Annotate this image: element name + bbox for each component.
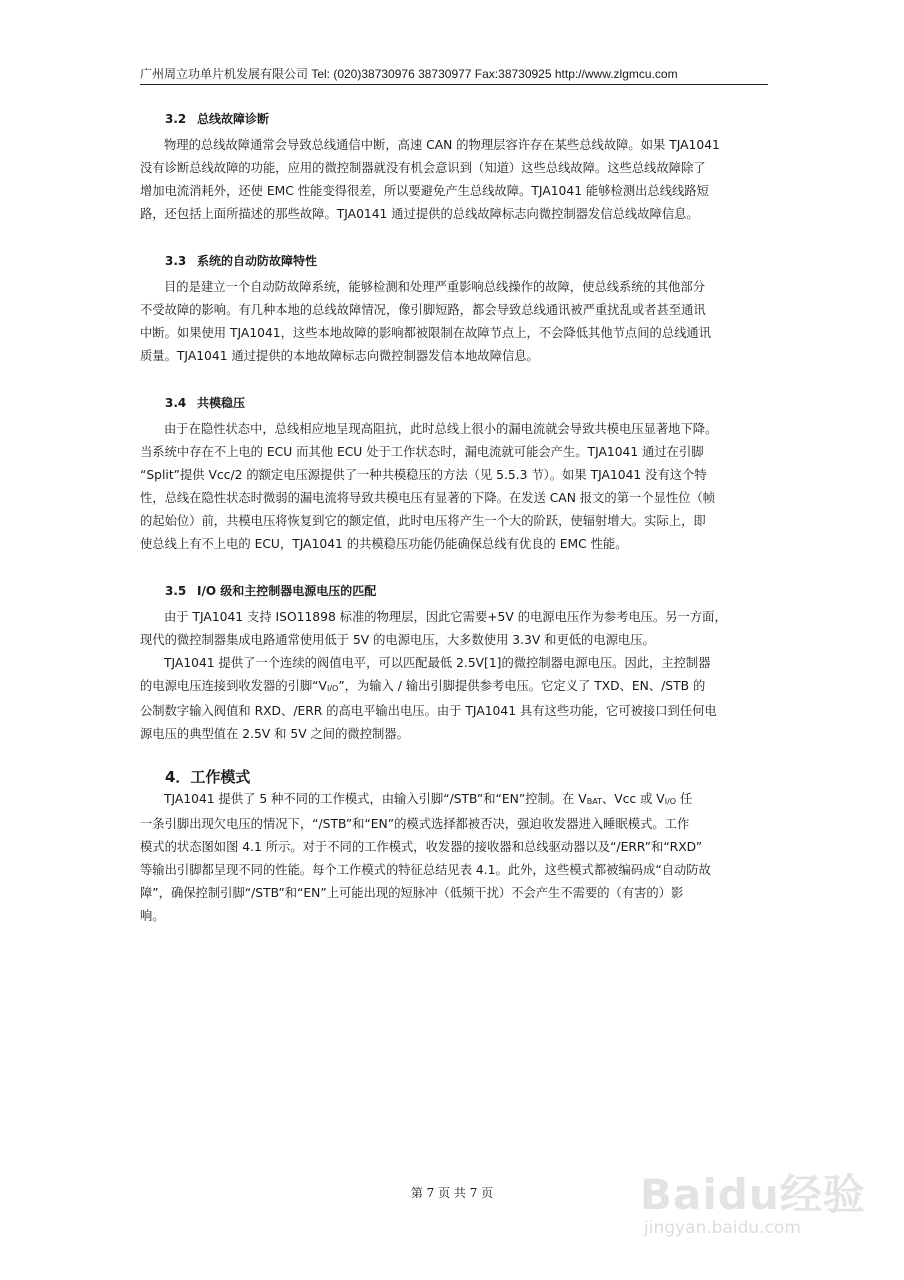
- text-line: 物理的总线故障通常会导致总线通信中断，高速 CAN 的物理层容许存在某些总线故障。如果 TJA1041: [164, 138, 720, 152]
- paragraph: [140, 788, 770, 928]
- section-number: 3.3: [165, 254, 187, 268]
- text-line: 的电源电压连接到收发器的引脚“$V_{I/O}$”，为输入 / 输出引脚提供参考电压。它定义了 TXD、EN、/STB 的: [140, 679, 706, 693]
- paragraph: [140, 276, 770, 368]
- document-body: [140, 110, 770, 928]
- text-line: 模式的状态图如图 4.1 所示。对于不同的工作模式，收发器的接收器和总线驱动器以及“/ERR”和“RXD”: [140, 840, 703, 854]
- text-line: 响。: [140, 909, 165, 923]
- chapter-title: 4．工作模式: [165, 768, 251, 786]
- section-number: 3.2: [165, 112, 187, 126]
- watermark-url: jingyan.baidu.com: [644, 1218, 801, 1238]
- text-line: TJA1041 提供了 5 种不同的工作模式，由输入引脚“/STB”和“EN”控制。在 $V_{BAT}$、Vcc 或 $V_{I/O}$ 任: [164, 792, 693, 806]
- section-number: 3.4: [165, 396, 187, 410]
- text-line: 没有诊断总线故障的功能，应用的微控制器就没有机会意识到（知道）这些总线故障。这些总线故障除了: [140, 161, 706, 175]
- baidu-logo-icon: Baidu经验: [640, 1170, 866, 1219]
- section-3-5: [140, 582, 770, 746]
- text-line: 等输出引脚都呈现不同的性能。每个工作模式的特征总结见表 4.1。此外，这些模式都被编码成“自动防故: [140, 863, 711, 877]
- section-title: [140, 394, 770, 412]
- text-line: 障”，确保控制引脚“/STB”和“EN”上可能出现的短脉冲（低频干扰）不会产生不需要的（有害的）影: [140, 886, 684, 900]
- text-line: 由于 TJA1041 支持 ISO11898 标准的物理层，因此它需要+5V 的电源电压作为参考电压。另一方面，: [164, 610, 727, 624]
- text-line: 一条引脚出现欠电压的情况下，“/STB”和“EN”的模式选择都被否决，强迫收发器进入睡眠模式。工作: [140, 817, 690, 831]
- text-line: 路，还包括上面所描述的那些故障。TJA0141 通过提供的总线故障标志向微控制器发信总线故障信息。: [140, 207, 699, 221]
- text-line: 公制数字输入阀值和 RXD、/ERR 的高电平输出电压。由于 TJA1041 具有这些功能，它可被接口到任何电: [140, 704, 717, 718]
- text-line: TJA1041 提供了一个连续的阀值电平，可以匹配最低 2.5V[1]的微控制器电源电压。因此，主控制器: [164, 656, 711, 670]
- text-line: 使总线上有不上电的 ECU，TJA1041 的共模稳压功能仍能确保总线有优良的 EMC 性能。: [140, 537, 628, 551]
- text-line: 现代的微控制器集成电路通常使用低于 5V 的电源电压，大多数使用 3.3V 和更低的电源电压。: [140, 633, 655, 647]
- text-line: 目的是建立一个自动防故障系统，能够检测和处理严重影响总线操作的故障，使总线系统的其他部分: [164, 280, 706, 294]
- text-line: 中断。如果使用 TJA1041，这些本地故障的影响都被限制在故障节点上，不会降低其他节点间的总线通讯: [140, 326, 712, 340]
- text-line: 的起始位）前，共模电压将恢复到它的额定值，此时电压将产生一个大的阶跃，使辐射增大。实际上，即: [140, 514, 706, 528]
- section-heading: 系统的自动防故障特性: [197, 254, 318, 268]
- section-title: [140, 252, 770, 270]
- page-footer: 第 7 页 共 7 页: [410, 1186, 494, 1200]
- text-line: 源电压的典型值在 2.5V 和 5V 之间的微控制器。: [140, 727, 409, 741]
- section-title: [140, 582, 770, 600]
- baidu-watermark: [640, 1162, 890, 1272]
- paragraph: [140, 606, 770, 652]
- section-3-4: [140, 394, 770, 556]
- paragraph: [140, 652, 770, 746]
- text-line: 性，总线在隐性状态时微弱的漏电流将导致共模电压有显著的下降。在发送 CAN 报文的第一个显性位（帧: [140, 491, 716, 505]
- paragraph: [140, 418, 770, 556]
- page-header: 广州周立功单片机发展有限公司 Tel: (020)38730976 38730977 Fax:38730925 http://www.zlgmcu.com: [140, 67, 678, 81]
- text-line: 当系统中存在不上电的 ECU 而其他 ECU 处于工作状态时，漏电流就可能会产生。TJA1041 通过在引脚: [140, 445, 704, 459]
- text-line: 质量。TJA1041 通过提供的本地故障标志向微控制器发信本地故障信息。: [140, 349, 539, 363]
- paragraph: [140, 134, 770, 226]
- text-line: “Split”提供 Vcc/2 的额定电压源提供了一种共模稳压的方法（见 5.5.3 节）。如果 TJA1041 没有这个特: [140, 468, 707, 482]
- section-heading: 总线故障诊断: [197, 112, 270, 126]
- text-line: 增加电流消耗外，还使 EMC 性能变得很差，所以要避免产生总线故障。TJA1041 能够检测出总线线路短: [140, 184, 709, 198]
- section-number: 3.5: [165, 584, 187, 598]
- section-3-3: [140, 252, 770, 368]
- text-line: 不受故障的影响。有几种本地的总线故障情况，像引脚短路，都会导致总线通讯被严重扰乱或者甚至通讯: [140, 303, 706, 317]
- header-divider: [140, 84, 768, 85]
- section-heading: 共模稳压: [197, 396, 246, 410]
- section-heading: I/O 级和主控制器电源电压的匹配: [197, 584, 377, 598]
- section-title: [140, 110, 770, 128]
- text-line: 由于在隐性状态中，总线相应地呈现高阻抗，此时总线上很小的漏电流就会导致共模电压显著地下降。: [164, 422, 718, 436]
- section-3-2: [140, 110, 770, 226]
- chapter-4: [140, 766, 770, 928]
